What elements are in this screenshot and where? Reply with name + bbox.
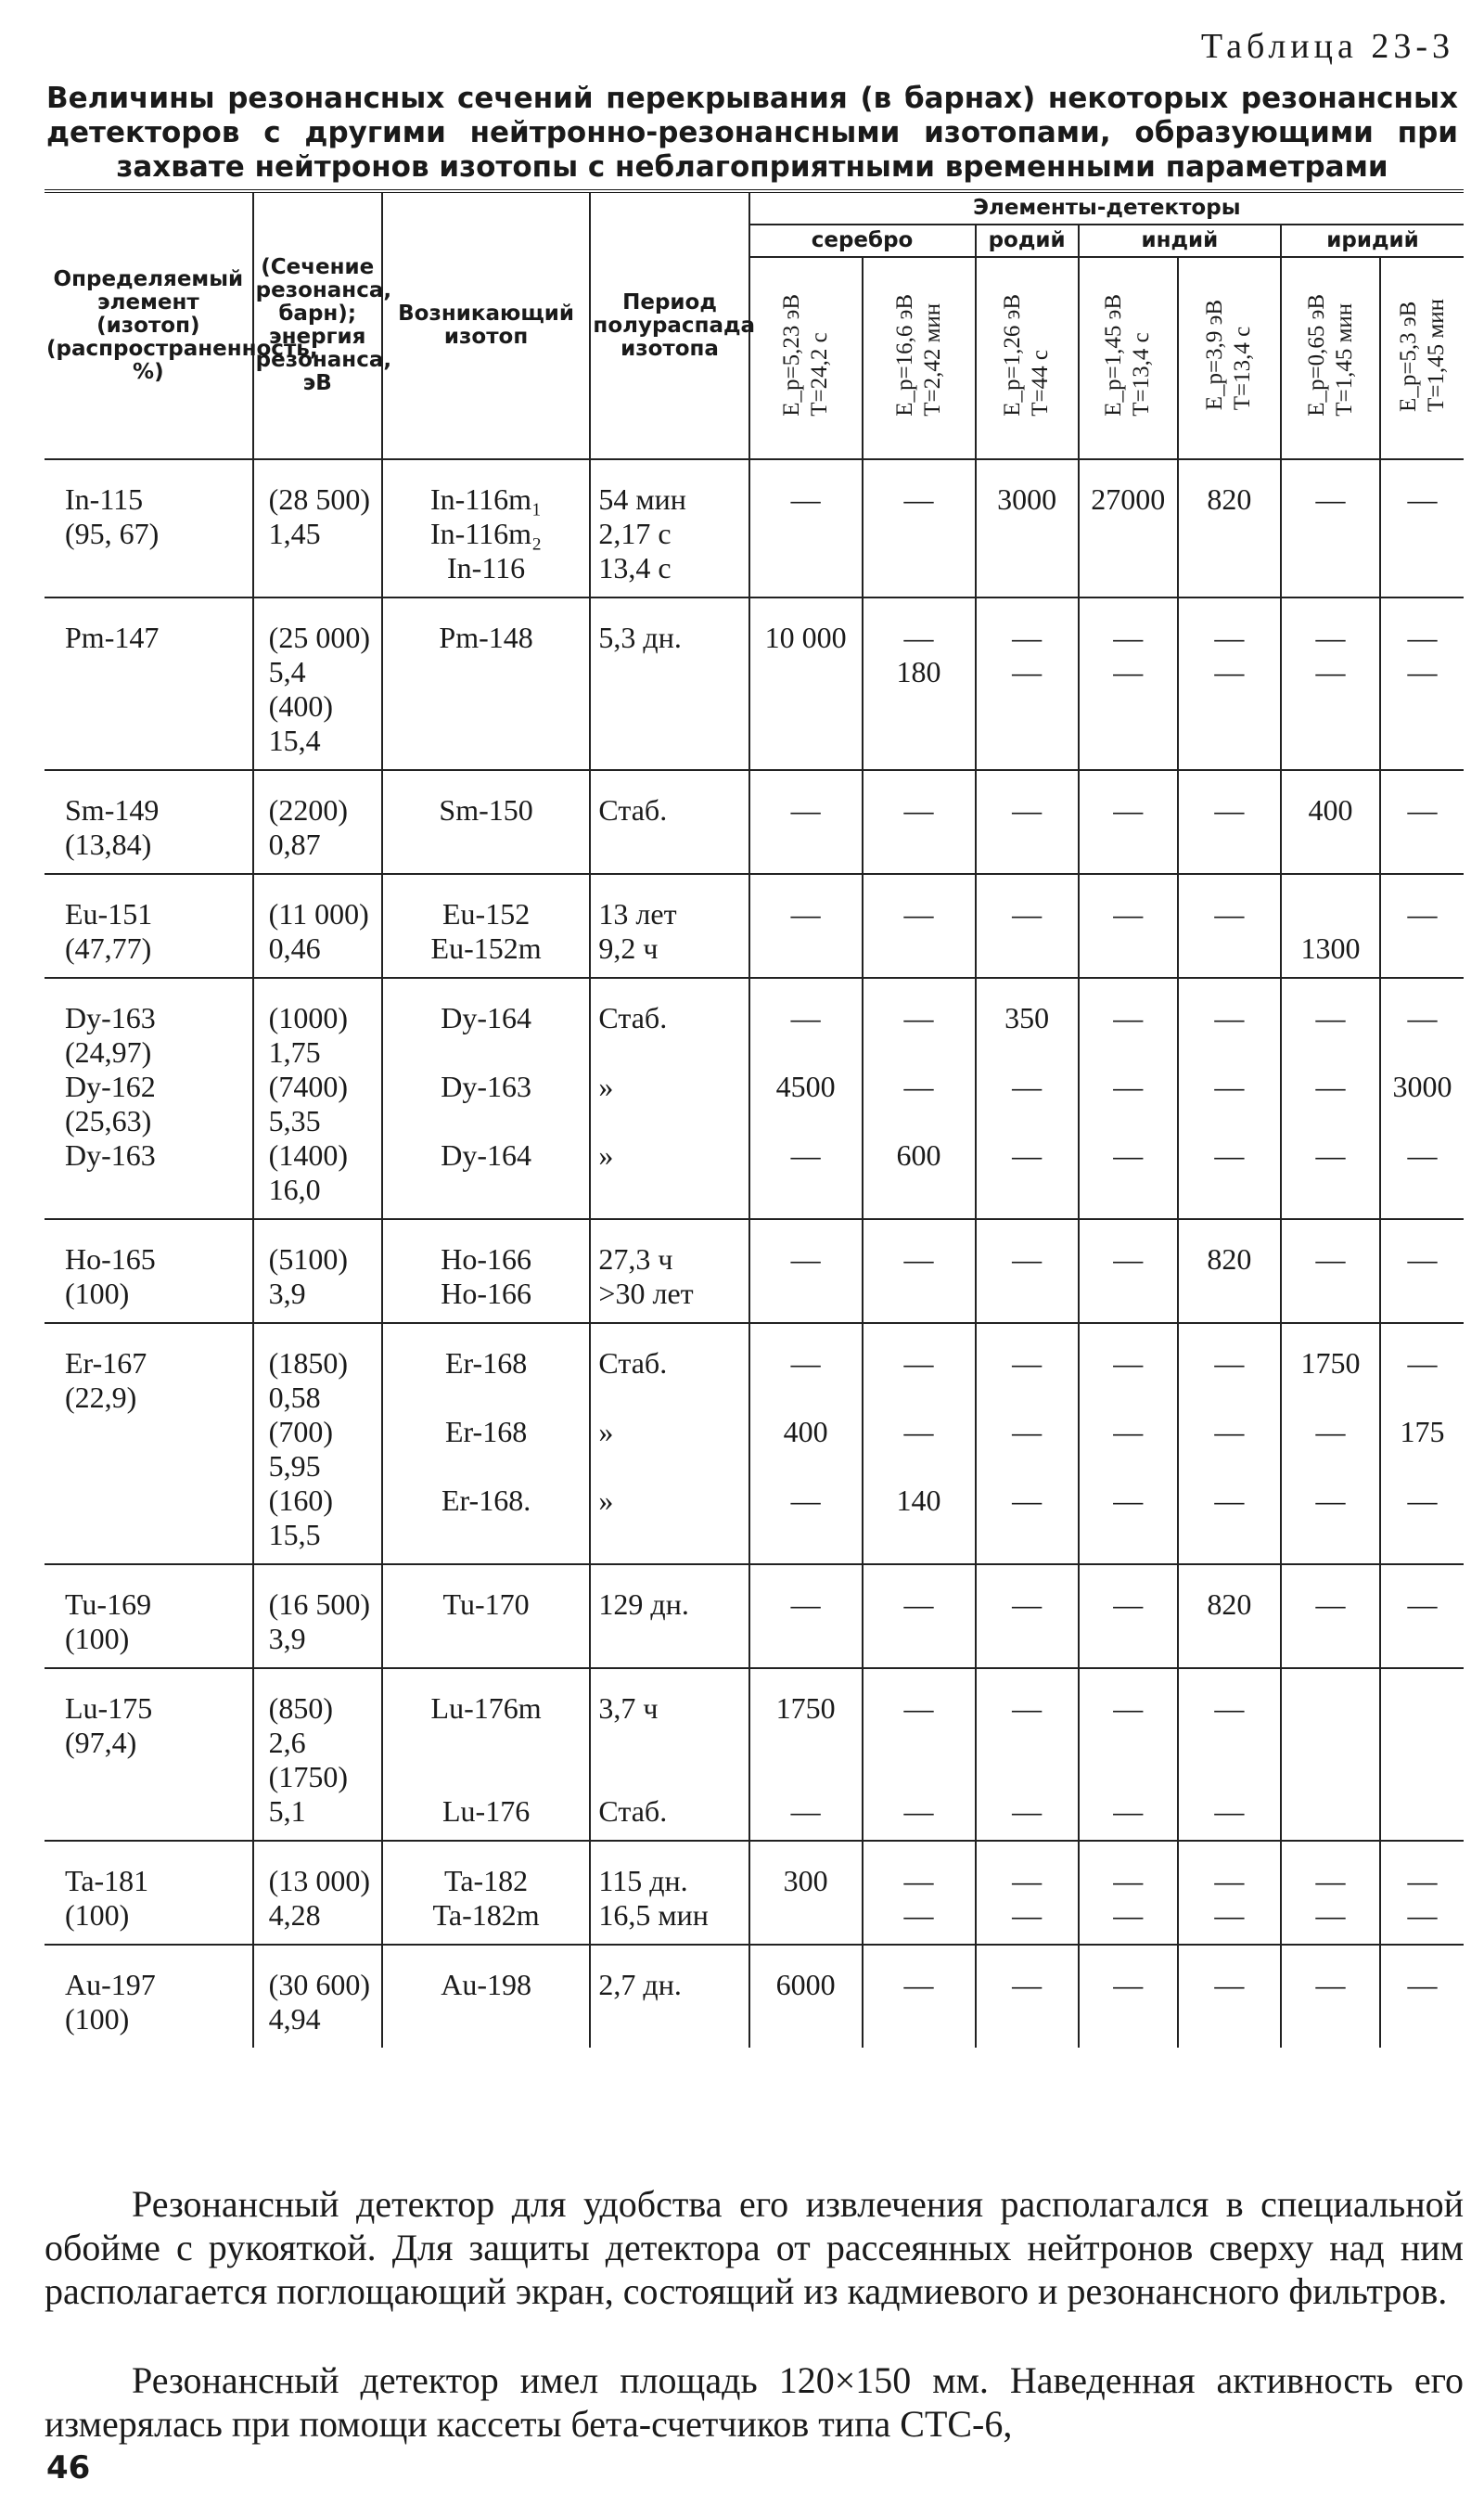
overlap-value-cell: —	[749, 1219, 863, 1323]
overlap-value-cell: —	[863, 1945, 976, 2048]
product-isotope-cell: Lu-176m Lu-176	[382, 1668, 591, 1841]
table-row	[45, 874, 1464, 978]
product-isotope-cell: In-116m₁ In-116m₂ In-116	[382, 459, 591, 597]
overlap-value-cell: —	[1380, 1564, 1464, 1668]
element-cell: Au-197 (100)	[45, 1945, 253, 2048]
element-cell: Tu-169 (100)	[45, 1564, 253, 1668]
overlap-value-cell: —	[1178, 1945, 1281, 2048]
overlap-value-cell: —	[1380, 1219, 1464, 1323]
overlap-value-cell: — —	[1178, 1841, 1281, 1945]
half-life-cell: 27,3 ч >30 лет	[590, 1219, 748, 1323]
header-resonance-3	[1079, 257, 1178, 459]
page-number: 46	[46, 2449, 91, 2486]
overlap-value-cell: — —	[1281, 1841, 1380, 1945]
resonance-overlap-table	[45, 189, 1464, 2048]
header-half-life: Период полураспада изотопа	[590, 191, 748, 459]
overlap-value-cell: 820	[1178, 1564, 1281, 1668]
overlap-value-cell: — — —	[976, 1323, 1079, 1564]
half-life-cell: 129 дн.	[590, 1564, 748, 1668]
overlap-value-cell: —	[1380, 874, 1464, 978]
overlap-value-cell: 3000	[976, 459, 1079, 597]
half-life-cell: 2,7 дн.	[590, 1945, 748, 2048]
table-row	[45, 1841, 1464, 1945]
half-life-cell: Стаб.	[590, 770, 748, 874]
element-cell: Dy-163 (24,97) Dy-162 (25,63) Dy-163	[45, 978, 253, 1219]
overlap-value-cell: —	[1079, 770, 1178, 874]
overlap-value-cell: — — 140	[863, 1323, 976, 1564]
overlap-value-cell: — —	[1079, 597, 1178, 770]
resonance-label: E_p=16,6 эВ T=2,42 мин	[891, 294, 945, 417]
element-cell: Sm-149 (13,84)	[45, 770, 253, 874]
overlap-value-cell: —	[1079, 874, 1178, 978]
cross-section-cell: (30 600) 4,94	[253, 1945, 382, 2048]
overlap-value-cell	[1281, 1668, 1380, 1841]
table-row	[45, 978, 1464, 1219]
table-row	[45, 459, 1464, 597]
table-row	[45, 770, 1464, 874]
overlap-value-cell: —	[863, 770, 976, 874]
overlap-value-cell: —	[1178, 770, 1281, 874]
resonance-label: E_p=1,26 эВ T=44 с	[1000, 294, 1054, 417]
half-life-cell: 5,3 дн.	[590, 597, 748, 770]
overlap-value-cell: 400	[1281, 770, 1380, 874]
cross-section-cell: (5100) 3,9	[253, 1219, 382, 1323]
overlap-value-cell: — — —	[1178, 1323, 1281, 1564]
overlap-value-cell: —	[1281, 1945, 1380, 2048]
header-group-iridium: иридий	[1281, 225, 1464, 257]
product-isotope-cell: Tu-170	[382, 1564, 591, 1668]
overlap-value-cell: — 180	[863, 597, 976, 770]
cross-section-cell: (1000) 1,75 (7400) 5,35 (1400) 16,0	[253, 978, 382, 1219]
overlap-value-cell: — 4500 —	[749, 978, 863, 1219]
overlap-value-cell: 820	[1178, 1219, 1281, 1323]
resonance-label: E_p=1,45 эВ T=13,4 с	[1101, 294, 1155, 417]
overlap-value-cell: — —	[976, 1841, 1079, 1945]
overlap-value-cell: —	[863, 1219, 976, 1323]
overlap-value-cell: — — —	[1281, 978, 1380, 1219]
cross-section-cell: (850) 2,6 (1750) 5,1	[253, 1668, 382, 1841]
cross-section-cell: (1850) 0,58 (700) 5,95 (160) 15,5	[253, 1323, 382, 1564]
overlap-value-cell: — — —	[1079, 978, 1178, 1219]
overlap-value-cell: —	[1079, 1945, 1178, 2048]
table-row	[45, 1323, 1464, 1564]
header-resonance-0	[749, 257, 863, 459]
cross-section-cell: (28 500) 1,45	[253, 459, 382, 597]
overlap-value-cell: —	[976, 1219, 1079, 1323]
overlap-value-cell: 1300	[1281, 874, 1380, 978]
resonance-label: E_p=5,23 эВ T=24,2 с	[778, 294, 832, 417]
overlap-value-cell: —	[863, 874, 976, 978]
half-life-cell: 13 лет 9,2 ч	[590, 874, 748, 978]
cross-section-cell: (11 000) 0,46	[253, 874, 382, 978]
element-cell: Pm-147	[45, 597, 253, 770]
overlap-value-cell: — —	[976, 1668, 1079, 1841]
overlap-value-cell: —	[1380, 1945, 1464, 2048]
overlap-value-cell: —	[976, 1945, 1079, 2048]
paragraph-detector-holder: Резонансный детектор для удобства его извлечения располагался в специальной обойме с рукояткой. Для защиты детектора от рассеянных нейтронов сверху над ним располагается поглощающий экран, состоящий из кадмиевого и резонансного фильтров.	[45, 2183, 1464, 2312]
product-isotope-cell: Pm-148	[382, 597, 591, 770]
overlap-value-cell	[1380, 1668, 1464, 1841]
overlap-value-cell: — 175 —	[1380, 1323, 1464, 1564]
overlap-value-cell: — —	[1380, 1841, 1464, 1945]
overlap-value-cell: —	[1380, 770, 1464, 874]
overlap-value-cell: — —	[863, 1668, 976, 1841]
overlap-value-cell: — 3000 —	[1380, 978, 1464, 1219]
overlap-value-cell: —	[1281, 1219, 1380, 1323]
header-element: Определяемый элемент (изотоп) (распространенность, %)	[45, 191, 253, 459]
overlap-value-cell: — —	[1380, 597, 1464, 770]
product-isotope-cell: Eu-152 Eu-152m	[382, 874, 591, 978]
overlap-value-cell: —	[1380, 459, 1464, 597]
half-life-cell: Стаб. » »	[590, 978, 748, 1219]
header-resonance-2	[976, 257, 1079, 459]
header-resonance-6	[1380, 257, 1464, 459]
overlap-value-cell: — —	[976, 597, 1079, 770]
half-life-cell: 115 дн. 16,5 мин	[590, 1841, 748, 1945]
overlap-value-cell: 1750 — —	[1281, 1323, 1380, 1564]
header-detectors: Элементы-детекторы	[749, 191, 1464, 225]
overlap-value-cell: —	[1079, 1564, 1178, 1668]
header-group-silver: серебро	[749, 225, 976, 257]
overlap-value-cell: — —	[1079, 1668, 1178, 1841]
overlap-value-cell: — —	[1178, 597, 1281, 770]
resonance-label: E_p=3,9 эВ T=13,4 с	[1202, 300, 1256, 411]
overlap-value-cell: —	[749, 459, 863, 597]
overlap-value-cell: —	[1079, 1219, 1178, 1323]
overlap-value-cell: — —	[1281, 597, 1380, 770]
product-isotope-cell: Ho-166 Ho-166	[382, 1219, 591, 1323]
overlap-value-cell: — — 600	[863, 978, 976, 1219]
overlap-value-cell: — —	[1178, 1668, 1281, 1841]
cross-section-cell: (13 000) 4,28	[253, 1841, 382, 1945]
product-isotope-cell: Er-168 Er-168 Er-168.	[382, 1323, 591, 1564]
cross-section-cell: (25 000) 5,4 (400) 15,4	[253, 597, 382, 770]
overlap-value-cell: 350 — —	[976, 978, 1079, 1219]
half-life-cell: Стаб. » »	[590, 1323, 748, 1564]
overlap-value-cell: — 400 —	[749, 1323, 863, 1564]
overlap-value-cell: —	[863, 459, 976, 597]
overlap-value-cell: 6000	[749, 1945, 863, 2048]
overlap-value-cell: —	[863, 1564, 976, 1668]
element-cell: Er-167 (22,9)	[45, 1323, 253, 1564]
header-cross-section: (Сечение резонанса, барн); энергия резонанса, эВ	[253, 191, 382, 459]
header-group-rhodium: родий	[976, 225, 1079, 257]
table-row	[45, 597, 1464, 770]
product-isotope-cell: Dy-164 Dy-163 Dy-164	[382, 978, 591, 1219]
table-number: Таблица 23-3	[1200, 27, 1454, 66]
table-row	[45, 1219, 1464, 1323]
resonance-label: E_p=0,65 эВ T=1,45 мин	[1303, 294, 1357, 417]
table-row	[45, 1668, 1464, 1841]
header-product-isotope: Возникающий изотоп	[382, 191, 591, 459]
product-isotope-cell: Sm-150	[382, 770, 591, 874]
overlap-value-cell: —	[1178, 874, 1281, 978]
overlap-value-cell: —	[976, 1564, 1079, 1668]
element-cell: Lu-175 (97,4)	[45, 1668, 253, 1841]
header-resonance-1	[863, 257, 976, 459]
element-cell: Ta-181 (100)	[45, 1841, 253, 1945]
overlap-value-cell: — —	[863, 1841, 976, 1945]
element-cell: Eu-151 (47,77)	[45, 874, 253, 978]
overlap-value-cell: —	[976, 770, 1079, 874]
overlap-value-cell: 27000	[1079, 459, 1178, 597]
overlap-value-cell: — —	[1079, 1841, 1178, 1945]
overlap-value-cell: 1750 —	[749, 1668, 863, 1841]
overlap-value-cell: —	[1281, 1564, 1380, 1668]
header-resonance-4	[1178, 257, 1281, 459]
header-resonance-5	[1281, 257, 1380, 459]
half-life-cell: 54 мин 2,17 с 13,4 с	[590, 459, 748, 597]
cross-section-cell: (2200) 0,87	[253, 770, 382, 874]
overlap-value-cell: 10 000	[749, 597, 863, 770]
overlap-value-cell: —	[749, 1564, 863, 1668]
overlap-value-cell: — — —	[1079, 1323, 1178, 1564]
header-group-indium: индий	[1079, 225, 1281, 257]
overlap-value-cell: — — —	[1178, 978, 1281, 1219]
overlap-value-cell: —	[749, 770, 863, 874]
element-cell: Ho-165 (100)	[45, 1219, 253, 1323]
overlap-value-cell: —	[976, 874, 1079, 978]
product-isotope-cell: Au-198	[382, 1945, 591, 2048]
overlap-value-cell: 300	[749, 1841, 863, 1945]
table-caption: Величины резонансных сечений перекрывания (в барнах) некоторых резонансных детекторов с другими нейтронно-резонансными изотопами, образующими при захвате нейтронов изотопы с неблагоприятными временными параметрами	[46, 82, 1458, 184]
half-life-cell: 3,7 ч Стаб.	[590, 1668, 748, 1841]
paragraph-detector-area: Резонансный детектор имел площадь 120×150 мм. Наведенная активность его измерялась при помощи кассеты бета-счетчиков типа СТС-6,	[45, 2359, 1464, 2445]
table-row	[45, 1564, 1464, 1668]
overlap-value-cell: —	[749, 874, 863, 978]
table-row	[45, 1945, 1464, 2048]
product-isotope-cell: Ta-182 Ta-182m	[382, 1841, 591, 1945]
element-cell: In-115 (95, 67)	[45, 459, 253, 597]
resonance-label: E_p=5,3 эВ T=1,45 мин	[1395, 299, 1449, 412]
data-table-wrapper	[45, 189, 1464, 2048]
overlap-value-cell: —	[1281, 459, 1380, 597]
cross-section-cell: (16 500) 3,9	[253, 1564, 382, 1668]
overlap-value-cell: 820	[1178, 459, 1281, 597]
